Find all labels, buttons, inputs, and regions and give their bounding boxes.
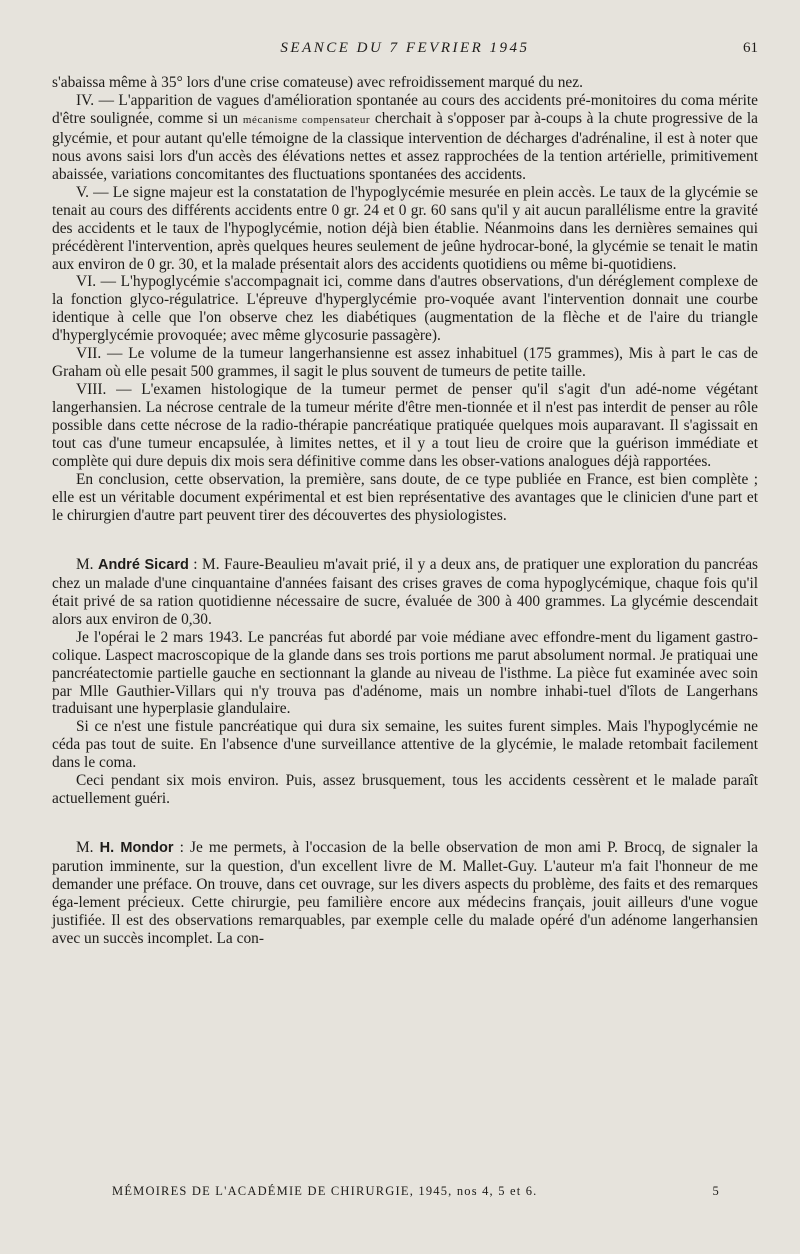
paragraph-sicard <box>52 556 758 629</box>
paragraph-iv-start: IV. — L'apparition de vagues d'amélioration spontanée au cours des accidents pré-monitoires du coma mérite d'être soulignée, comme si un <box>52 91 758 127</box>
paragraph-continuation: s'abaissa même à 35° lors d'une crise comateuse) avec refroidissement marqué du nez. <box>52 74 583 91</box>
paragraph-viii: VIII. — L'examen histologique de la tumeur permet de penser qu'il s'agit d'un adé-nome végétant langerhansien. La nécrose centrale de la tumeur mérite d'être men-tionnée et il n'est pas interdit de penser au rôle possible dans cette nécrose de la radio-thérapie pancréatique pratiquée quelques mois auparavant. Il s'agissait en tout cas d'une tumeur encapsulée, à limites nettes, et il y a tout lieu de croire que la guérison immédiate et complète qui dure depuis dix mois sera définitive comme dans les obser-vations analogues déjà rapportées. <box>52 381 758 471</box>
paragraph-iv-end: cherchait à s'opposer par à-coups à la chute progressive de la glycémie, et pour autant qu'elle témoigne de la classique intervention de décharges d'adrénaline, il est à noter que nous avons saisi lors d'un accès des élévations nettes et assez rapprochées de la tention artérielle, primitivement abaissée, variations concomitantes des fluctuations spontanées des accidents. <box>52 109 758 183</box>
paragraph-vii: VII. — Le volume de la tumeur langerhansienne est assez inhabituel (175 grammes), Mis à part le cas de Graham où elle pesait 500 grammes, il sagit le plus souvent de tumeurs de petite taille. <box>52 345 758 381</box>
paragraph-mondor <box>52 839 758 948</box>
running-footer <box>52 1184 758 1204</box>
section-gap <box>52 525 758 556</box>
speaker-prefix: M. <box>76 555 98 573</box>
speaker-name-mondor: H. Mondor <box>99 840 174 857</box>
mondor-remarks: : Je me permets, à l'occasion de la belle observation de mon ami P. Brocq, de signaler la parution imminente, sur la question, d'un excellent livre de M. Mallet-Guy. L'auteur m'a fait l'honneur de me demander une préface. On trouve, dans cet ouvrage, sur les divers aspects du problème, des faits et des remarques éga-lement précieux. Cette chirurgie, peu familière encore aux médecins français, jouit ailleurs d'une vogue justifiée. Il est des observations remarquables, par exemple celle du malade opéré d'un adénome langerhansien avec un succès incomplet. La con- <box>52 839 759 947</box>
article-body <box>52 74 758 948</box>
paragraph-suites: Si ce n'est une fistule pancréatique qui dura six semaine, les suites furent simples. Mais l'hypoglycémie ne céda pas tout de suite. En l'absence d'une surveillance attentive de la glycémie, le malade retombait facilement dans le coma. <box>52 718 758 772</box>
page-number: 61 <box>743 40 758 56</box>
small-caps-term: mécanisme compensateur <box>242 113 371 126</box>
paragraph-iv <box>52 92 758 184</box>
running-header <box>52 38 758 60</box>
paragraph-v: V. — Le signe majeur est la constatation de l'hypoglycémie mesurée en plein accès. Le taux de la glycémie se tenait au cours des différents accidents entre 0 gr. 24 et 0 gr. 60 sans qu'il y ait aucun parallélisme entre la gravité des accidents et le taux de l'hypoglycémie, notion déjà bien établie. Néanmoins dans les dernières semaines qui précédèrent l'intervention, après quelques heures seulement de jeûne hydrocar-boné, la glycémie se tenait le matin aux environ de 0 gr. 30, et la malade présentait alors des accidents quotidiens ou même bi-quotidiens. <box>52 183 758 273</box>
sicard-remarks: : M. Faure-Beaulieu m'avait prié, il y a deux ans, de pratiquer une exploration du pancréas chez un malade d'une cinquantaine d'années faisant des crises graves de coma hypoglycémique, chaque fois qu'il était privé de sa ration quotidienne nécessaire de sucre, évaluée de 300 à 400 grammes. La glycémie descendait alors aux environ de 0,30. <box>52 555 759 628</box>
header-title: SEANCE DU 7 FEVRIER 1945 <box>280 40 530 56</box>
footer-citation: MÉMOIRES DE L'ACADÉMIE DE CHIRURGIE, 1945, nos 4, 5 et 6. <box>112 1184 538 1198</box>
speaker-prefix: M. <box>76 839 100 857</box>
paragraph-conclusion: En conclusion, cette observation, la première, sans doute, de ce type publiée en France, est bien complète ; elle est un véritable document expérimental et est bien représentative des avantages que le clinicien d'une part et le chirurgien d'autre part peuvent tirer des découvertes des physiologistes. <box>52 470 758 524</box>
footer-signature-number: 5 <box>712 1184 720 1198</box>
speaker-name-sicard: André Sicard <box>97 556 189 573</box>
paragraph-operation: Je l'opérai le 2 mars 1943. Le pancréas fut abordé par voie médiane avec effondre-ment du ligament gastro-colique. Laspect macroscopique de la glande dans ses trois portions me parut absolument normal. Je pratiquai une pancréatectomie partielle gauche en sectionnant la glande au niveau de l'isthme. La pièce fut examinée avec soin par Mlle Gauthier-Villars qui n'y trouva pas d'adénome, mais un nombre inhabi-tuel d'îlots de Langerhans traduisant une hyperplasie glandulaire. <box>52 628 758 718</box>
section-gap <box>52 808 758 839</box>
paragraph-vi: VI. — L'hypoglycémie s'accompagnait ici, comme dans d'autres observations, d'un déréglement complexe de la fonction glyco-régulatrice. L'épreuve d'hyperglycémie pro-voquée avant l'intervention donnait une courbe identique à celle que l'on observe chez les diabétiques (augmentation de la flèche et de l'aire du triangle d'hyperglycémie provoquée; avec même glycosurie passagère). <box>52 273 758 345</box>
paragraph-outcome: Ceci pendant six mois environ. Puis, assez brusquement, tous les accidents cessèrent et le malade paraît actuellement guéri. <box>52 772 758 808</box>
